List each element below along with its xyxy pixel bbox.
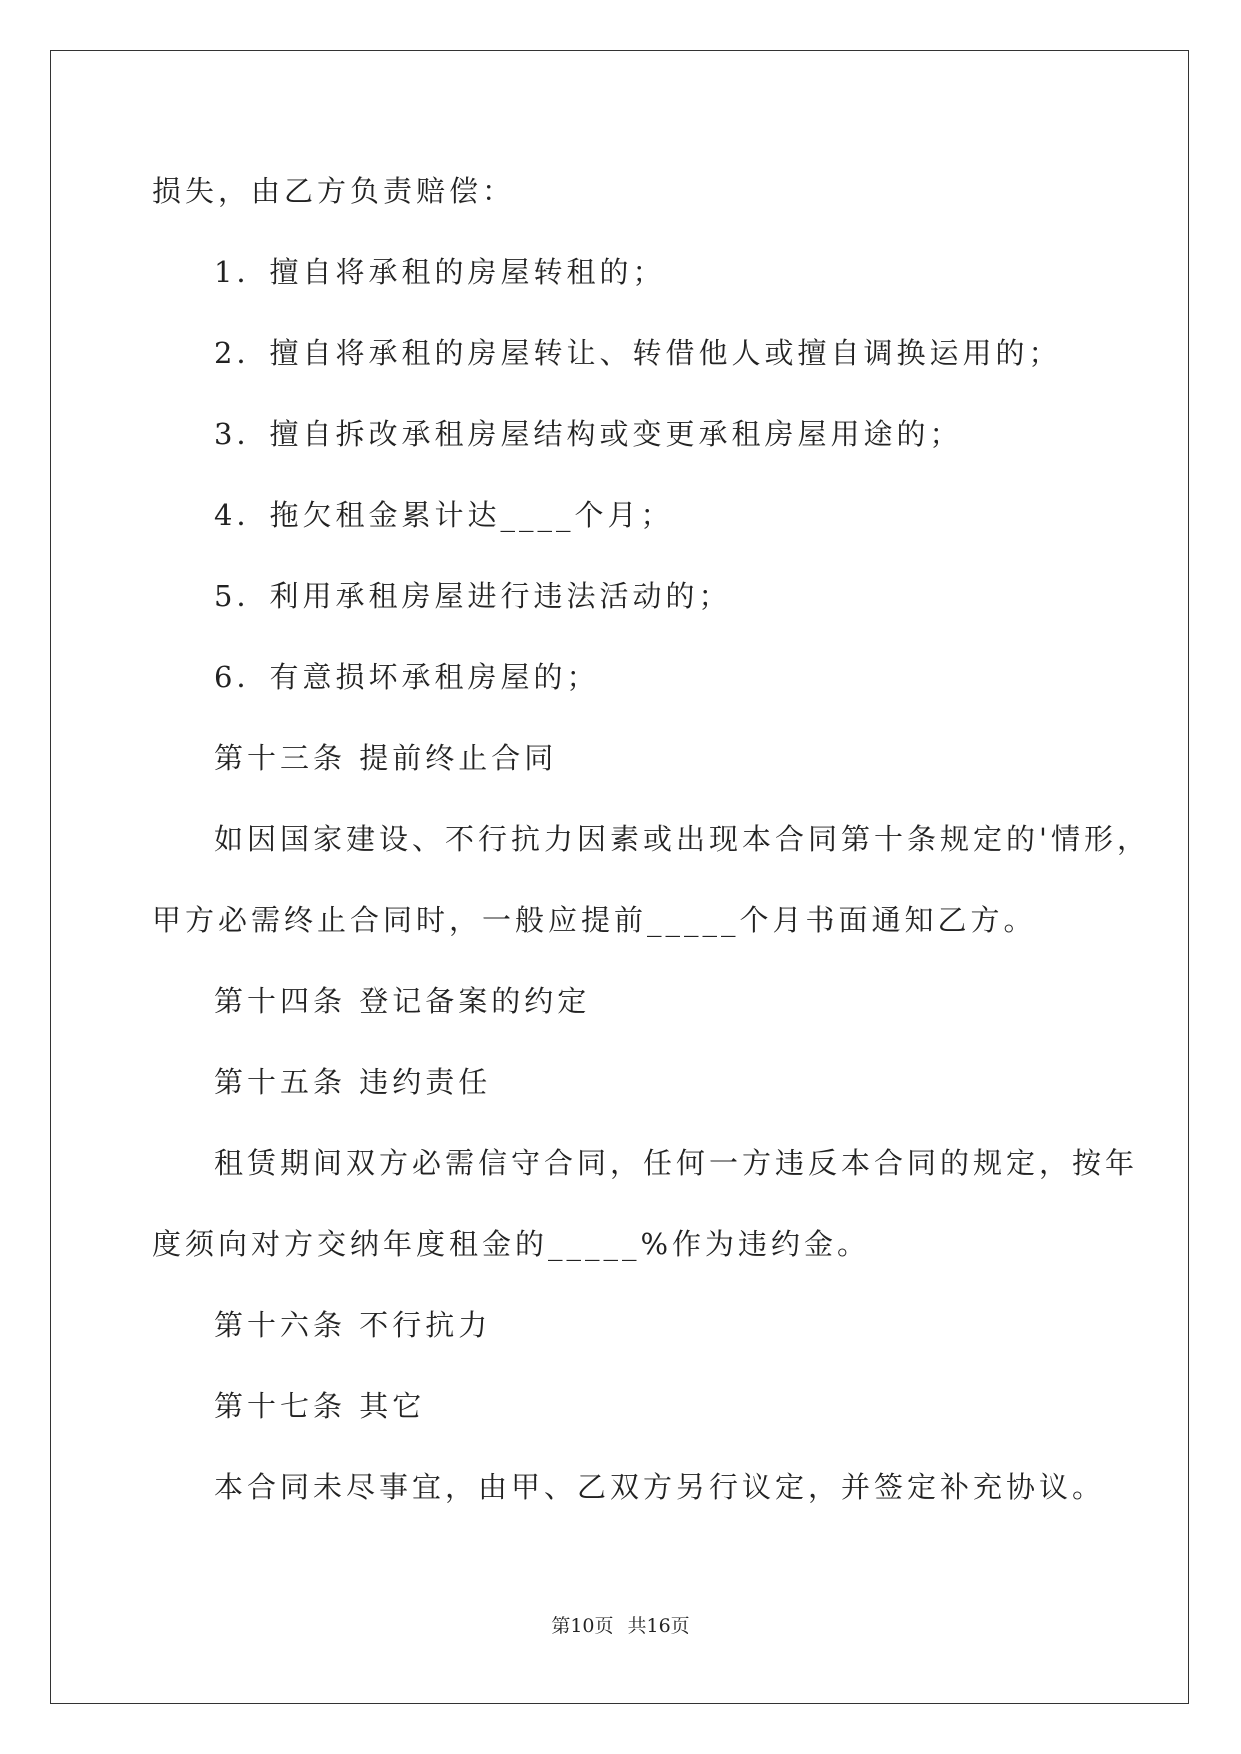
text-line: 租赁期间双方必需信守合同，任何一方违反本合同的规定，按年 bbox=[214, 1146, 1139, 1180]
list-item: 3．擅自拆改承租房屋结构或变更承租房屋用途的； bbox=[214, 417, 963, 451]
section-heading: 第十三条 提前终止合同 bbox=[214, 741, 558, 775]
section-heading: 第十七条 其它 bbox=[214, 1389, 426, 1423]
page-total: 共16页 bbox=[627, 1615, 690, 1637]
list-item: 5．利用承租房屋进行违法活动的； bbox=[214, 579, 732, 613]
section-heading: 第十五条 违约责任 bbox=[214, 1065, 492, 1099]
text-line: 损失，由乙方负责赔偿： bbox=[152, 174, 516, 208]
page-number: 第10页 bbox=[551, 1615, 614, 1637]
list-item: 2．擅自将承租的房屋转让、转借他人或擅自调换运用的； bbox=[214, 336, 1062, 370]
page-footer bbox=[0, 1613, 1241, 1639]
section-heading: 第十四条 登记备案的约定 bbox=[214, 984, 591, 1018]
text-line: 甲方必需终止合同时，一般应提前_____个月书面通知乙方。 bbox=[152, 903, 1037, 937]
page-border bbox=[50, 50, 1189, 1704]
text-line: 如因国家建设、不行抗力因素或出现本合同第十条规定的'情形， bbox=[214, 822, 1150, 856]
text-line: 本合同未尽事宜，由甲、乙双方另行议定，并签定补充协议。 bbox=[214, 1470, 1106, 1504]
list-item: 1．擅自将承租的房屋转租的； bbox=[214, 255, 666, 289]
list-item: 4．拖欠租金累计达____个月； bbox=[214, 498, 674, 532]
list-item: 6．有意损坏承租房屋的； bbox=[214, 660, 600, 694]
text-line: 度须向对方交纳年度租金的_____%作为违约金。 bbox=[152, 1227, 871, 1261]
section-heading: 第十六条 不行抗力 bbox=[214, 1308, 492, 1342]
